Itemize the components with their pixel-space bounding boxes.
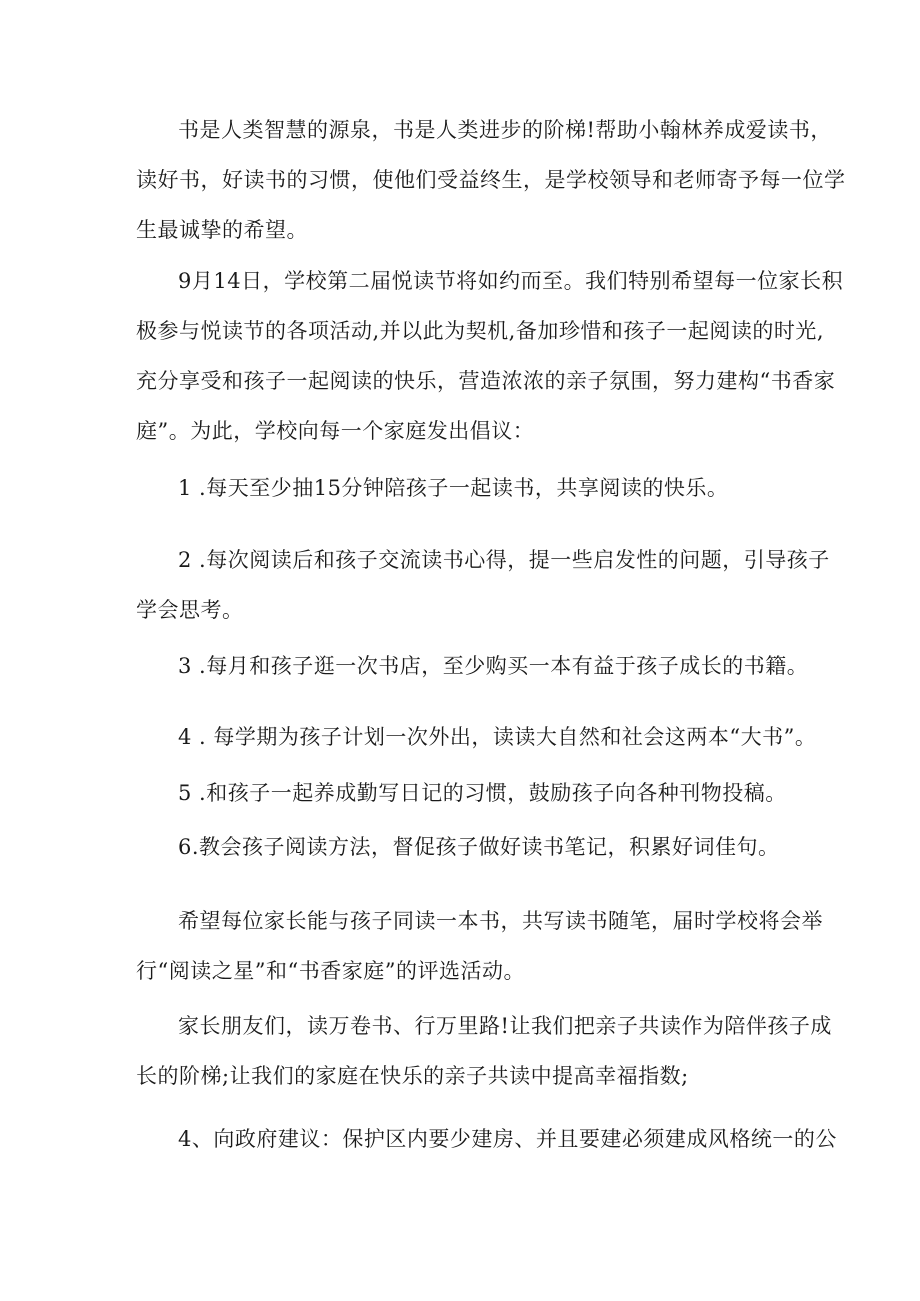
proposal-item-6: 6.教会孩子阅读方法，督促孩子做好读书笔记，积累好词佳句。: [178, 835, 780, 859]
text-line: 9月14日，学校第二届悦读节将如约而至。我们特别希望每一位家长积: [178, 269, 844, 293]
text-line: 读好书，好读书的习惯，使他们受益终生，是学校领导和老师寄予每一位学: [136, 168, 846, 192]
proposal-item-5: 5 .和孩子一起养成勤写日记的习惯，鼓励孩子向各种刊物投稿。: [178, 781, 787, 805]
text-line: 希望每位家长能与孩子同读一本书，共写读书随笔，届时学校将会举: [178, 909, 823, 933]
proposal-item-2-continued: 学会思考。: [136, 598, 244, 622]
proposal-item-3: 3 .每月和孩子逛一次书店，至少购买一本有益于孩子成长的书籍。: [178, 654, 809, 678]
proposal-item-4: 4 . 每学期为孩子计划一次外出，读读大自然和社会这两本“大书”。: [178, 725, 817, 749]
proposal-item-1: 1 .每天至少抽15分钟陪孩子一起读书，共享阅读的快乐。: [178, 476, 729, 500]
text-line: 书是人类智慧的源泉，书是人类进步的阶梯!帮助小翰林养成爱读书，: [178, 118, 832, 142]
text-line: 家长朋友们，读万卷书、行万里路!让我们把亲子共读作为陪伴孩子成: [178, 1014, 832, 1038]
text-line: 生最诚挚的希望。: [136, 218, 308, 242]
text-line: 充分享受和孩子一起阅读的快乐，营造浓浓的亲子氛围，努力建构“书香家: [136, 369, 836, 393]
proposal-item-2: 2 .每次阅读后和孩子交流读书心得，提一些启发性的问题，引导孩子: [178, 548, 830, 572]
text-line: 庭”。为此，学校向每一个家庭发出倡议：: [136, 419, 535, 443]
text-line: 行“阅读之星”和“书香家庭”的评选活动。: [136, 959, 525, 983]
text-line: 长的阶梯;让我们的家庭在快乐的亲子共读中提高幸福指数;: [136, 1064, 689, 1088]
text-line: 极参与悦读节的各项活动,并以此为契机,备加珍惜和孩子一起阅读的时光,: [136, 319, 825, 343]
text-line: 4、向政府建议：保护区内要少建房、并且要建必须建成风格统一的公: [178, 1127, 837, 1151]
